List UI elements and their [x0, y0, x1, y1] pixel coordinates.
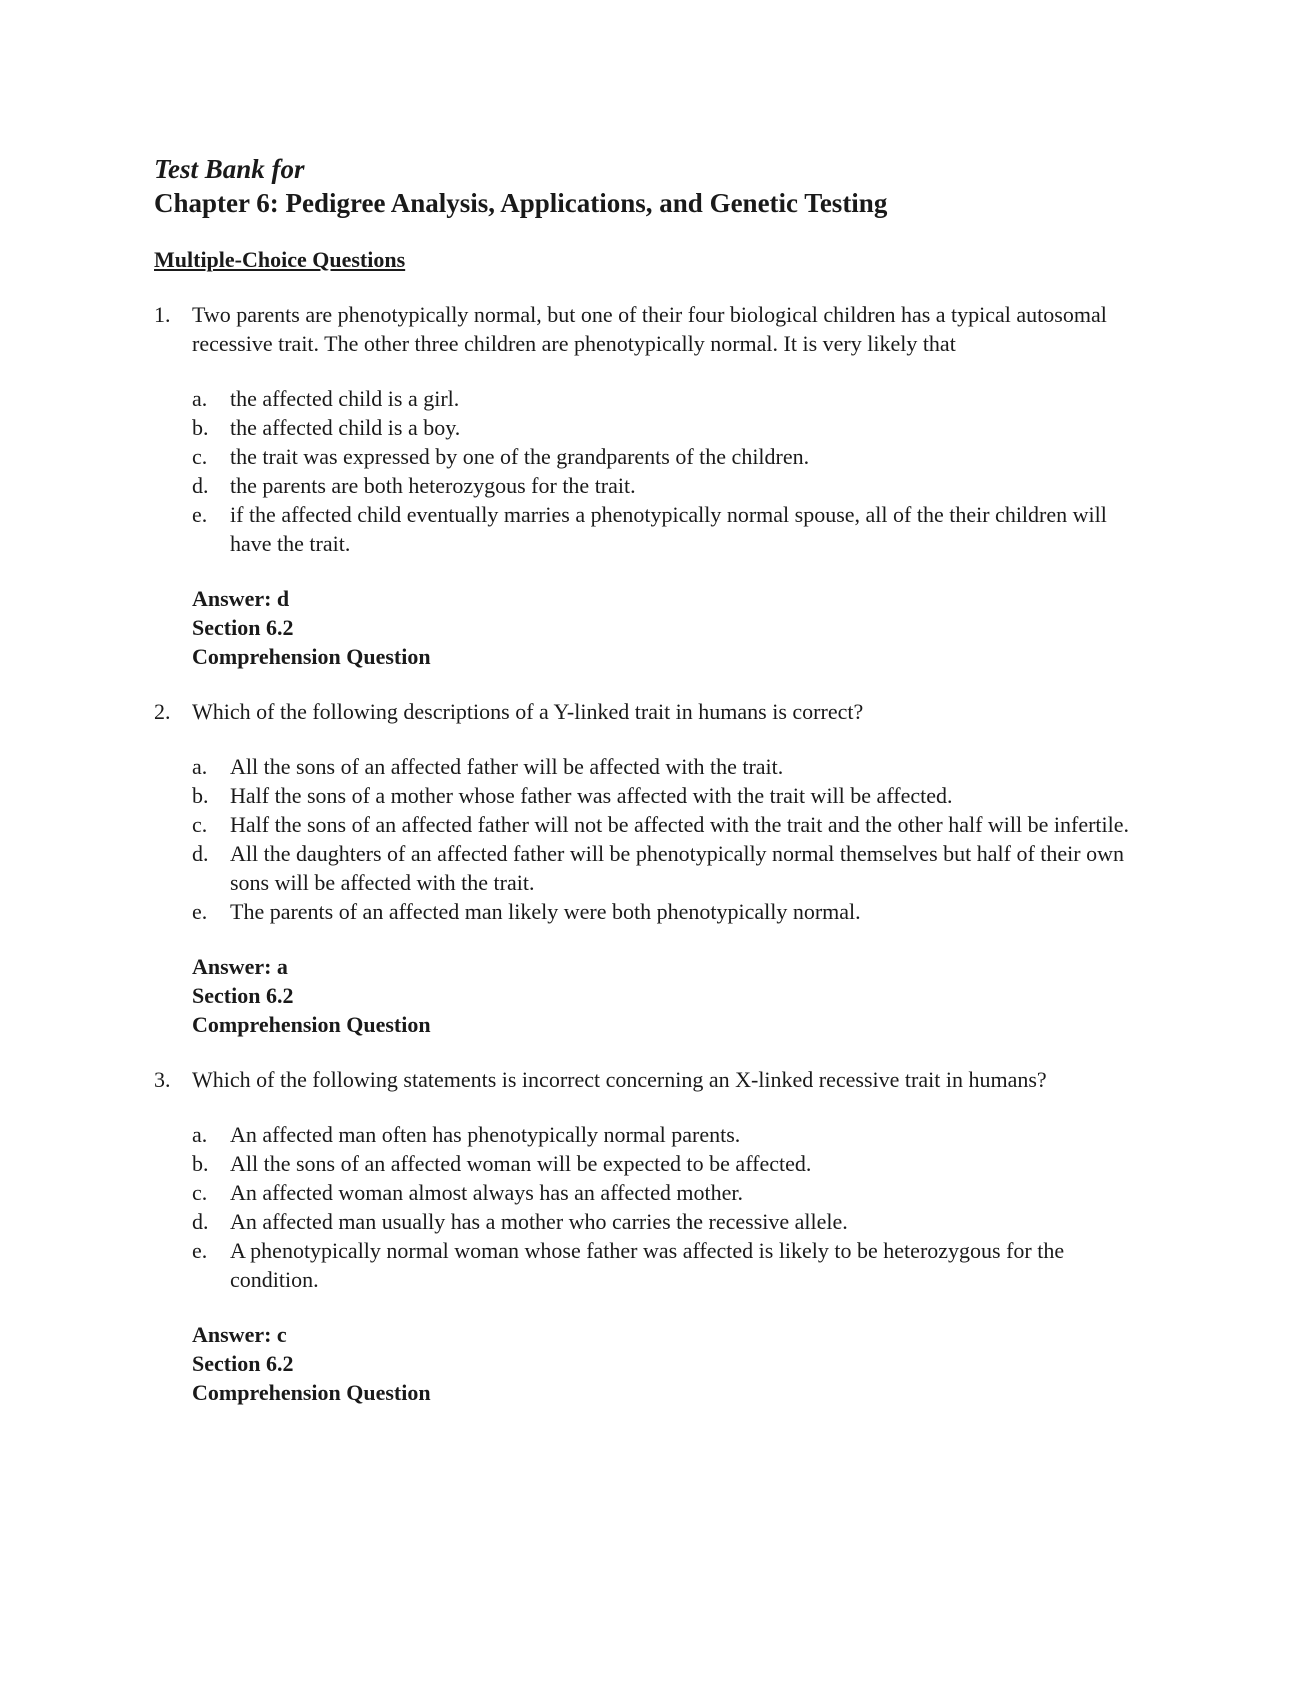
option-letter: d. [192, 841, 209, 866]
answer-label: Answer: d [192, 586, 290, 611]
option-text: All the sons of an affected father will be affected with the trait. [230, 754, 784, 779]
option-letter: d. [192, 473, 209, 498]
option-a [192, 384, 1154, 413]
option-text: The parents of an affected man likely were both phenotypically normal. [230, 899, 861, 924]
option-text: An affected man usually has a mother who carries the recessive allele. [230, 1209, 848, 1234]
answer-block [192, 1320, 1154, 1407]
question-type-label: Comprehension Question [192, 1380, 431, 1405]
option-b [192, 781, 1154, 810]
option-list [192, 1120, 1154, 1294]
option-letter: a. [192, 754, 208, 779]
question-number: 1. [154, 302, 171, 327]
option-letter: c. [192, 444, 208, 469]
option-letter: a. [192, 1122, 208, 1147]
answer-label: Answer: c [192, 1322, 287, 1347]
question-3 [154, 1065, 1154, 1407]
section-label: Section 6.2 [192, 983, 294, 1008]
option-letter: c. [192, 812, 208, 837]
option-text: Half the sons of a mother whose father was affected with the trait will be affected. [230, 783, 953, 808]
answer-block [192, 584, 1154, 671]
option-c [192, 810, 1154, 839]
option-letter: b. [192, 1151, 209, 1176]
option-text: All the daughters of an affected father will be phenotypically normal themselves but half of their own sons will be affected with the trait. [230, 841, 1124, 895]
option-letter: c. [192, 1180, 208, 1205]
option-a [192, 1120, 1154, 1149]
option-e [192, 897, 1154, 926]
option-c [192, 442, 1154, 471]
option-text: A phenotypically normal woman whose father was affected is likely to be heterozygous for the condition. [230, 1238, 1065, 1292]
option-b [192, 413, 1154, 442]
option-e [192, 1236, 1154, 1294]
option-text: Half the sons of an affected father will not be affected with the trait and the other half will be infertile. [230, 812, 1130, 837]
question-1 [154, 300, 1154, 671]
section-label: Section 6.2 [192, 1351, 294, 1376]
option-letter: a. [192, 386, 208, 411]
option-text: the affected child is a boy. [230, 415, 461, 440]
option-letter: b. [192, 415, 209, 440]
question-number: 2. [154, 699, 171, 724]
question-number: 3. [154, 1067, 171, 1092]
option-letter: d. [192, 1209, 209, 1234]
option-b [192, 1149, 1154, 1178]
answer-label: Answer: a [192, 954, 288, 979]
option-text: An affected woman almost always has an affected mother. [230, 1180, 743, 1205]
option-text: All the sons of an affected woman will be expected to be affected. [230, 1151, 812, 1176]
question-text: Which of the following descriptions of a Y-linked trait in humans is correct? [192, 699, 864, 724]
option-text: the trait was expressed by one of the grandparents of the children. [230, 444, 810, 469]
section-heading: Multiple-Choice Questions [154, 247, 406, 272]
option-d [192, 1207, 1154, 1236]
section-label: Section 6.2 [192, 615, 294, 640]
option-letter: e. [192, 502, 208, 527]
question-text: Which of the following statements is incorrect concerning an X-linked recessive trait in humans? [192, 1067, 1047, 1092]
option-letter: e. [192, 899, 208, 924]
question-2 [154, 697, 1154, 1039]
option-list [192, 752, 1154, 926]
question-text: Two parents are phenotypically normal, but one of their four biological children has a typical autosomal recessive trait. The other three children are phenotypically normal. It is very likely that [192, 302, 1107, 356]
option-letter: b. [192, 783, 209, 808]
option-d [192, 839, 1154, 897]
option-d [192, 471, 1154, 500]
option-text: if the affected child eventually marries a phenotypically normal spouse, all of the their children will have the trait. [230, 502, 1107, 556]
option-text: the parents are both heterozygous for the trait. [230, 473, 636, 498]
question-type-label: Comprehension Question [192, 1012, 431, 1037]
question-type-label: Comprehension Question [192, 644, 431, 669]
document-title-line1: Test Bank for [154, 154, 305, 184]
document-page [154, 152, 1154, 1407]
option-c [192, 1178, 1154, 1207]
answer-block [192, 952, 1154, 1039]
option-list [192, 384, 1154, 558]
option-text: An affected man often has phenotypically normal parents. [230, 1122, 741, 1147]
option-e [192, 500, 1154, 558]
option-letter: e. [192, 1238, 208, 1263]
option-a [192, 752, 1154, 781]
option-text: the affected child is a girl. [230, 386, 460, 411]
document-title-line2: Chapter 6: Pedigree Analysis, Applications, and Genetic Testing [154, 188, 888, 218]
